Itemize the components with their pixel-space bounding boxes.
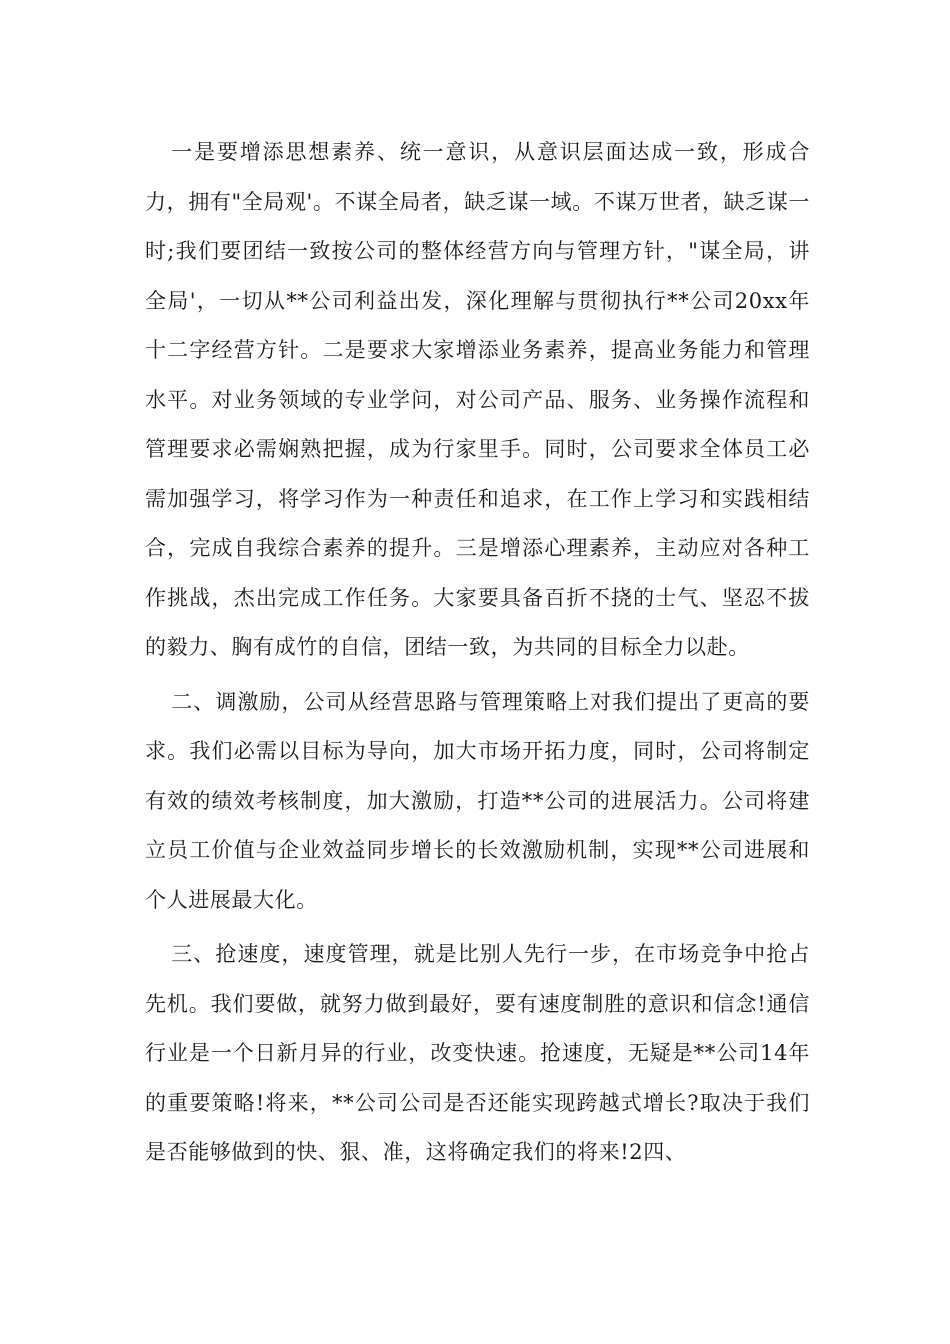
- paragraph-1: 一是要增添思想素养、统一意识，从意识层面达成一致，形成合力，拥有"全局观'。不谋全局者，缺乏谋一域。不谋万世者，缺乏谋一时;我们要团结一致按公司的整体经营方向与管理方针，"谋全局，讲全局'，一切从**公司利益出发，深化理解与贯彻执行**公司20xx年十二字经营方针。二是要求大家增添业务素养，提高业务能力和管理水平。对业务领域的专业学问，对公司产品、服务、业务操作流程和管理要求必需娴熟把握，成为行家里手。同时，公司要求全体员工必需加强学习，将学习作为一种责任和追求，在工作上学习和实践相结合，完成自我综合素养的提升。三是增添心理素养，主动应对各种工作挑战，杰出完成工作任务。大家要具备百折不挠的士气、坚忍不拔的毅力、胸有成竹的自信，团结一致，为共同的目标全力以赴。: [145, 140, 810, 659]
- paragraph-3: 三、抢速度，速度管理，就是比别人先行一步，在市场竞争中抢占先机。我们要做，就努力做到最好，要有速度制胜的意识和信念!通信行业是一个日新月异的行业，改变快速。抢速度，无疑是**公司14年的重要策略!将来，**公司公司是否还能实现跨越式增长?取决于我们是否能够做到的快、狠、准，这将确定我们的将来!2四、: [145, 942, 810, 1164]
- paragraph-2: 二、调激励，公司从经营思路与管理策略上对我们提出了更高的要求。我们必需以目标为导向，加大市场开拓力度，同时，公司将制定有效的绩效考核制度，加大激励，打造**公司的进展活力。公司将建立员工价值与企业效益同步增长的长效激励机制，实现**公司进展和个人进展最大化。: [145, 689, 810, 912]
- document-body: [145, 128, 810, 1183]
